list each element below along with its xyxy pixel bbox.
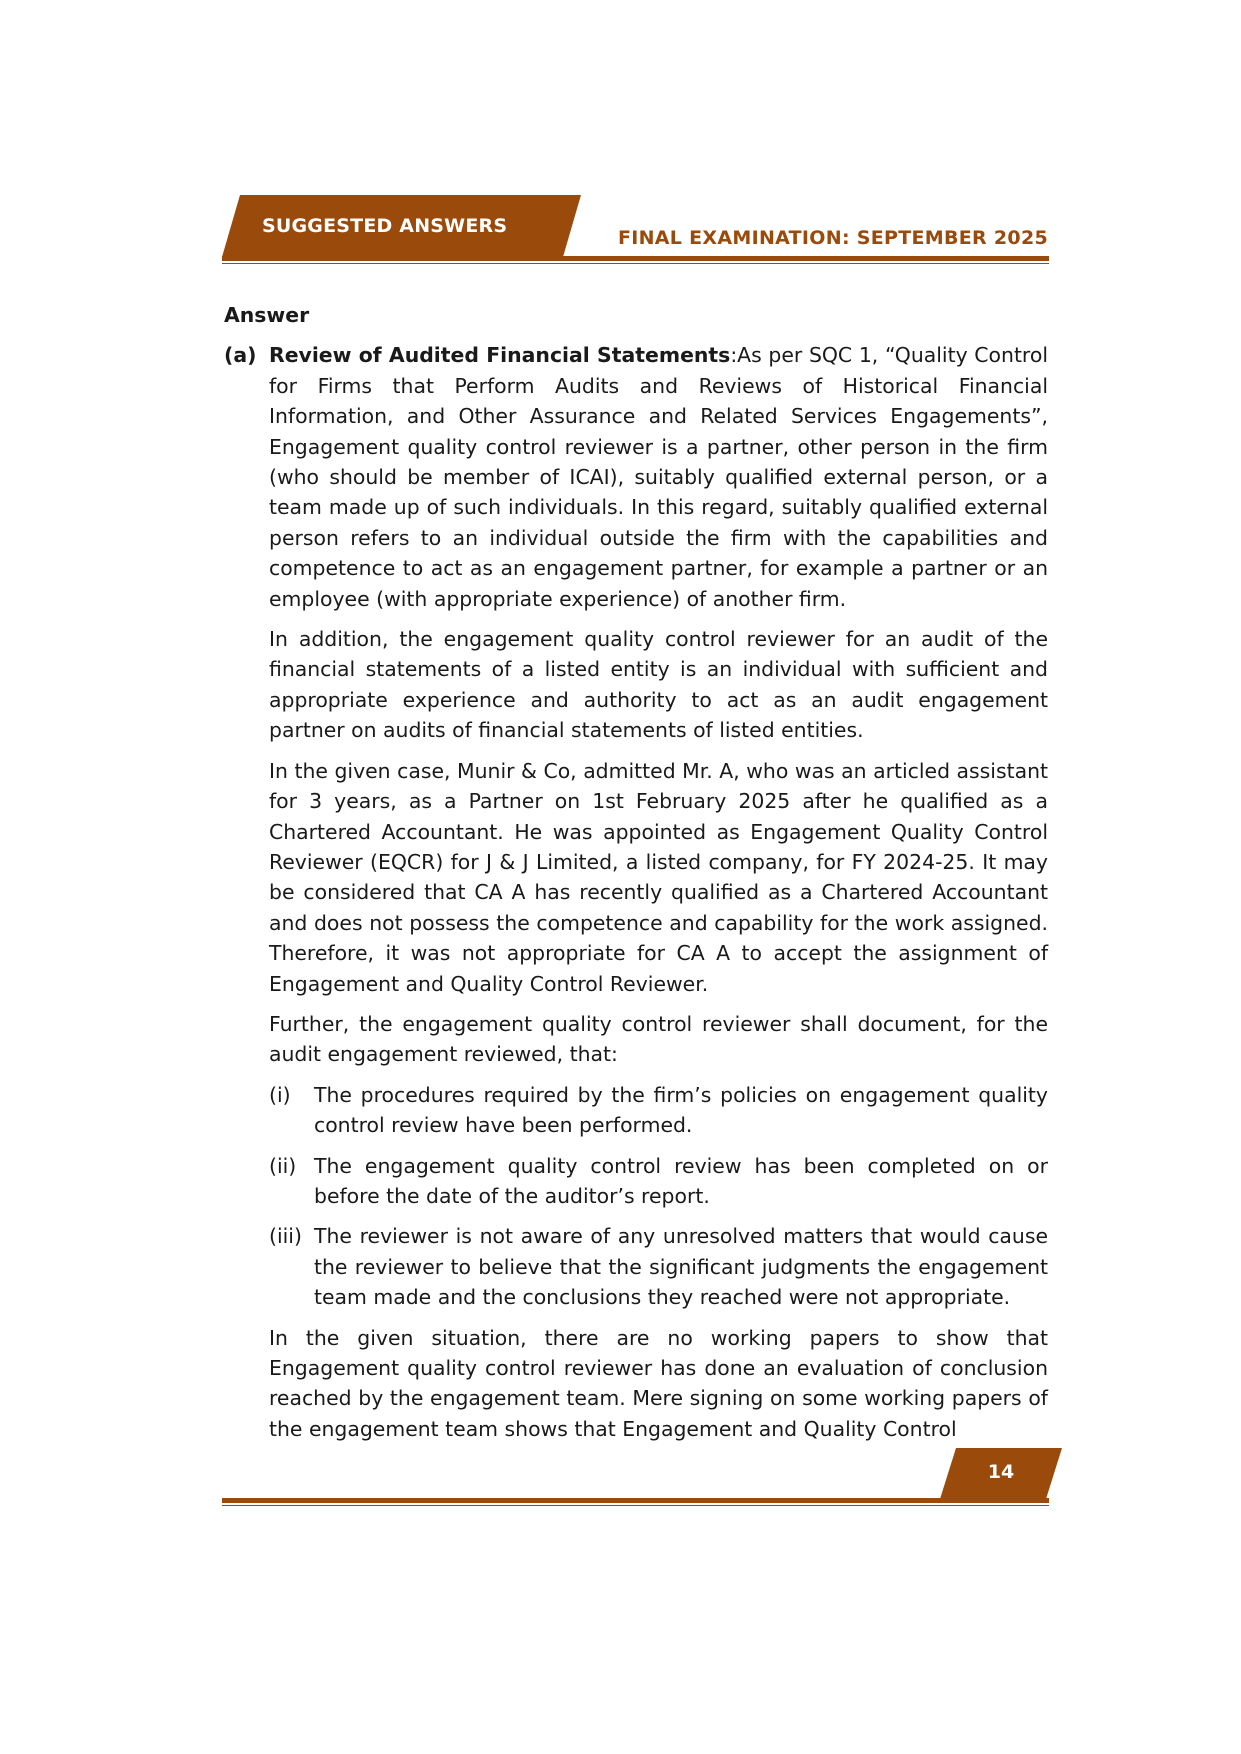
header-tab-label: SUGGESTED ANSWERS — [262, 215, 508, 237]
list-item-number: (iii) — [269, 1224, 302, 1249]
question-body — [269, 340, 1048, 1454]
page-number: 14 — [987, 1461, 1015, 1483]
paragraph: In addition, the engagement quality control reviewer for an audit of the financial statements of a listed entity is an individual with sufficient and appropriate experience and authority to act as an audit engagement partner on audits of financial statements of listed entities. — [269, 627, 1048, 743]
question-block — [224, 340, 1048, 1454]
header-divider — [222, 256, 1049, 261]
answer-content — [224, 300, 1048, 1454]
section-heading: Answer — [224, 303, 310, 327]
list-item-text: The engagement quality control review has been completed on or before the date of the auditor’s report. — [314, 1153, 1048, 1208]
intro-text: :As per SQC 1, “Quality Control for Firms that Perform Audits and Reviews of Historical Financial Information, and Other Assurance and Related Services Engagements”, Engagement quality control reviewer is a partner, other person in the firm (who should be member of ICAI), suitably qualified external person, or a team made up of such individuals. In this regard, suitably qualified external person refers to an individual outside the firm with the capabilities and competence to act as an engagement partner, for example a partner or an employee (with appropriate experience) of another firm. — [269, 343, 1049, 611]
footer-divider — [222, 1498, 1049, 1503]
list-item-number: (i) — [269, 1082, 291, 1107]
list-item-text: The procedures required by the firm’s policies on engagement quality control review have been performed. — [314, 1082, 1048, 1138]
header-divider-thin — [222, 263, 1049, 264]
paragraph: Further, the engagement quality control reviewer shall document, for the audit engagement reviewed, that: — [269, 1011, 1048, 1067]
intro-paragraph — [269, 340, 1048, 614]
list-item-text: The reviewer is not aware of any unresolved matters that would cause the reviewer to believe that the significant judgments the engagement team made and the conclusions they reached were not appropriate. — [314, 1224, 1048, 1310]
footer-divider-thin — [222, 1505, 1049, 1506]
closing-paragraph: In the given situation, there are no working papers to show that Engagement quality control reviewer has done an evaluation of conclusion reached by the engagement team. Mere signing on some working papers of the engagement team shows that Engagement and Quality Control — [269, 1325, 1048, 1441]
list-item — [269, 1080, 1048, 1141]
list-item-number: (ii) — [269, 1153, 297, 1178]
question-title: Review of Audited Financial Statements — [269, 343, 731, 368]
paragraph: In the given case, Munir & Co, admitted Mr. A, who was an articled assistant for 3 years, as a Partner on 1st February 2025 after he qualified as a Chartered Accountant. He was appointed as Engagement Quality Control Reviewer (EQCR) for J & J Limited, a listed company, for FY 2024-25. It may be considered that CA A has recently qualified as a Chartered Accountant and does not possess the competence and capability for the work assigned. Therefore, it was not appropriate for CA A to accept the assignment of Engagement and Quality Control Reviewer. — [269, 758, 1048, 996]
question-label: (a) — [224, 343, 257, 368]
list-item — [269, 1151, 1048, 1212]
list-item — [269, 1221, 1048, 1312]
header-title: FINAL EXAMINATION: SEPTEMBER 2025 — [617, 227, 1048, 249]
